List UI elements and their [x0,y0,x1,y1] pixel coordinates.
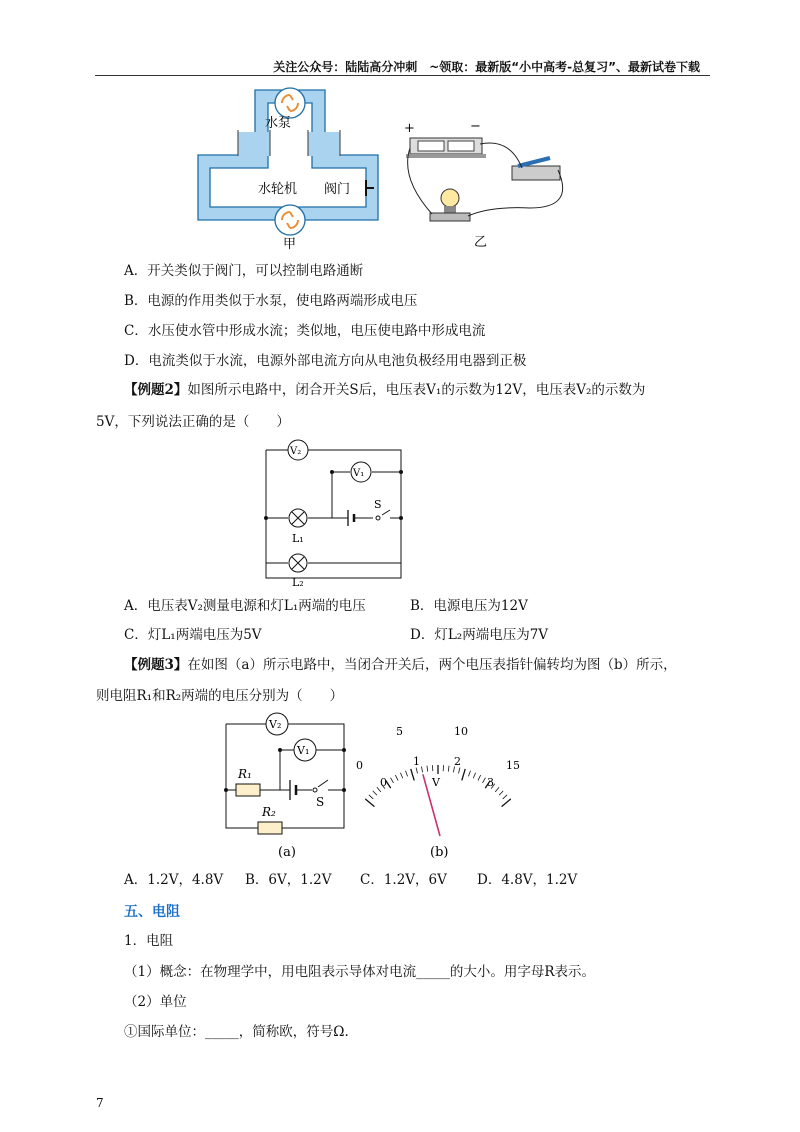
meter-tick [462,769,465,780]
ex3-voltmeter-b [350,720,525,865]
ex2-stem-line1: 【例题2】如图所示电路中，闭合开关S后，电压表V₁的示数为12V，电压表V₂的示数为 [124,382,646,398]
inner-tick-1: 1 [413,755,420,768]
svg-text:+: + [404,121,415,136]
meter-tick [422,766,423,772]
ex3-option-c: C．1.2V，6V [360,872,447,888]
ex2-option-d: D．灯L₂两端电压为7V [410,627,549,643]
pump-label: 水泵 [265,116,292,131]
meter-tick [483,778,486,783]
svg-text:S: S [374,498,382,511]
meter-tick [391,778,394,783]
water-circuit-figure [190,80,390,250]
q1-option-a: A．开关类似于阀门，可以控制电路通断 [124,263,364,279]
svg-text:V₁: V₁ [297,744,310,757]
section-item-1: 1．电阻 [124,933,174,949]
ex3-option-a: A．1.2V，4.8V [124,872,224,888]
caption-yi: 乙 [474,235,488,250]
svg-text:L₁: L₁ [292,532,304,545]
section-title: 五、电阻 [124,904,180,920]
ex2-circuit [258,438,408,588]
svg-text:R₂: R₂ [262,805,276,819]
resistor-r1-icon [236,784,260,796]
svg-text:V₁: V₁ [353,468,365,479]
inner-tick-3: 3 [487,776,494,789]
meter-tick [478,775,481,780]
page-number: 7 [96,1096,104,1110]
svg-text:V₂: V₂ [269,718,282,731]
resistance-si-unit: ①国际单位：_____，简称欧，符号Ω. [124,1024,349,1040]
header-rule [95,75,710,76]
meter-tick [473,773,475,779]
resistance-unit-heading: （2）单位 [124,994,187,1010]
meter-tick [495,787,499,792]
svg-text:−: − [470,119,481,134]
ex2-stem-line2: 5V，下列说法正确的是（ ） [96,414,290,430]
meter-tick [416,768,417,774]
meter-tick [395,775,398,780]
caption-a: (a) [278,845,296,860]
unit-label: V [432,776,440,789]
switch-icon [512,166,560,180]
meter-tick [373,791,377,795]
caption-b: (b) [430,845,449,860]
meter-tick [459,768,460,774]
ex3-circuit-a [218,710,353,870]
meter-tick [448,766,449,772]
resistor-r2-icon [258,822,282,834]
meter-tick [365,799,374,807]
real-circuit-figure [400,118,580,250]
svg-text:V₂: V₂ [290,446,302,457]
ex3-option-b: B．6V，1.2V [245,872,332,888]
meter-tick [369,795,373,799]
meter-tick [411,769,414,780]
pump-icon [275,88,305,118]
q1-option-c: C．水压使水管中形成水流；类似地，电压使电路中形成电流 [124,323,486,339]
ex2-option-a: A．电压表V₂测量电源和灯L₁两端的电压 [124,598,366,614]
svg-text:R₁: R₁ [238,767,252,781]
resistance-concept: （1）概念：在物理学中，用电阻表示导体对电流_____的大小。用字母R表示。 [124,964,596,980]
meter-tick [499,791,503,795]
meter-tick [427,766,428,772]
inner-tick-2: 2 [454,755,461,768]
valve-label: 阀门 [324,182,351,197]
ex2-option-b: B．电源电压为12V [410,598,528,614]
outer-tick-5: 5 [396,725,403,738]
meter-tick [468,771,470,777]
turbine-label: 水轮机 [258,182,298,197]
ex2-option-c: C．灯L₁两端电压为5V [124,627,262,643]
outer-tick-15: 15 [506,759,520,772]
meter-tick [400,773,402,779]
ex3-option-d: D．4.8V，1.2V [477,872,578,888]
ex3-stem-line2: 则电阻R₁和R₂两端的电压分别为（ ） [96,688,344,704]
outer-tick-10: 10 [454,725,468,738]
svg-text:S: S [316,795,325,809]
meter-tick [503,795,507,799]
svg-text:L₂: L₂ [292,576,304,588]
bulb-icon [441,189,459,207]
outer-tick-0: 0 [356,759,363,772]
turbine-icon [275,205,305,235]
inner-tick-0: 0 [380,776,387,789]
meter-tick [502,799,511,807]
q1-option-d: D．电流类似于水流，电源外部电流方向从电池负极经用电器到正极 [124,353,527,369]
caption-jia: 甲 [283,237,297,250]
meter-tick [406,771,408,777]
page-header: 关注公众号：陆陆高分冲刺 ~领取：最新版“小中高考-总复习”、最新试卷下载 [273,60,700,74]
ex3-stem-line1: 【例题3】在如图（a）所示电路中，当闭合开关后，两个电压表指针偏转均为图（b）所示， [124,657,677,673]
q1-option-b: B．电源的作用类似于水泵，使电路两端形成电压 [124,293,418,309]
